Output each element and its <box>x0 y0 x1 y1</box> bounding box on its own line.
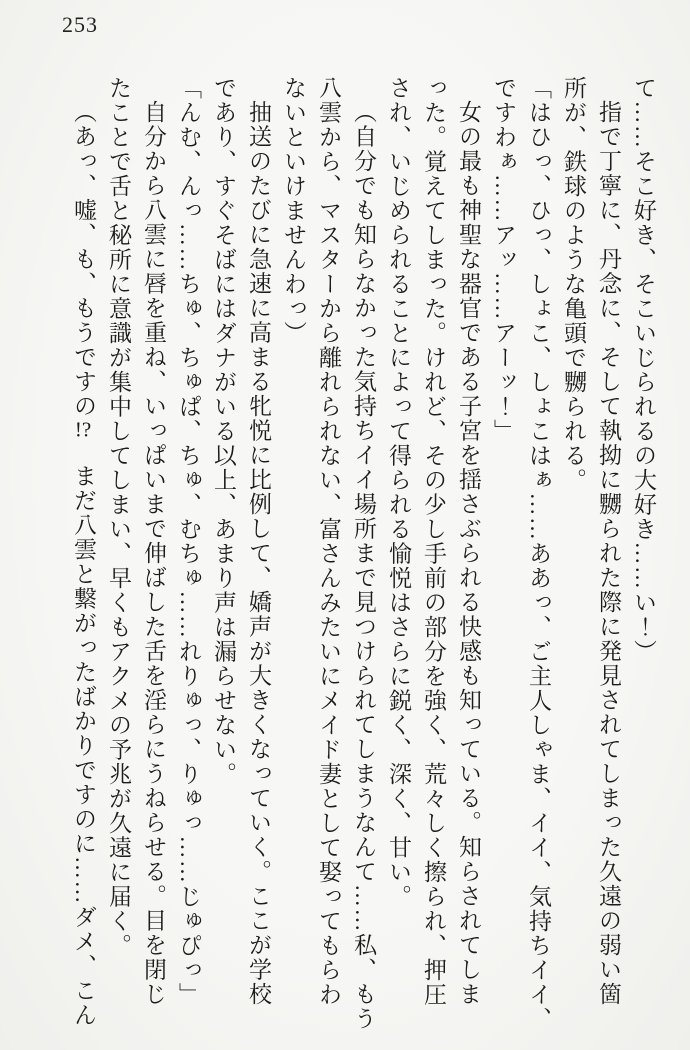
text-line: であり、すぐそばにはダナがいる以上、あまり声は漏らせない。 <box>211 76 236 787</box>
text-line: 所が、鉄球のような亀頭で嬲られる。 <box>561 76 586 493</box>
text-line: て……そこ好き、そこいじられるの大好き……い！） <box>631 76 656 664</box>
text-line: ないといけませんわっ） <box>281 76 306 346</box>
text-line: 「んむ、んっ……ちゅ、ちゅぱ、ちゅ、むちゅ……れりゅっ、りゅっ……じゅぴっ」 <box>176 76 201 1007</box>
text-line: され、いじめられることによって得られる愉悦はさらに鋭く、深く、甘い。 <box>386 76 411 909</box>
text-line: 八雲から、マスターから離れられない、富さんみたいにメイド妻として娶ってもらわ <box>316 76 341 1007</box>
text-line: （自分でも知らなかった気持ちイイ場所まで見つけられてしまうなんて……私、もう <box>351 100 376 1031</box>
text-line: 指で丁寧に、丹念に、そして執拗に嬲られた際に発見されてしまった久遠の弱い箇 <box>596 100 621 1007</box>
text-line: 自分から八雲に唇を重ね、いっぱいまで伸ばした舌を淫らにうねらせる。目を閉じ <box>141 100 166 1007</box>
text-line: った。覚えてしまった。けれど、その少し手前の部分を強く、荒々しく擦られ、押圧 <box>421 76 446 1007</box>
text-line: ですわぁ……アッ……アーッ！」 <box>491 76 516 444</box>
page-number: 253 <box>62 12 98 37</box>
tatechuyoko-exclamation-question: !? <box>74 418 92 440</box>
text-line: （あっ、嘘、も、もうですの!? まだ八雲と繋がったばかりですのに……ダメ、こん <box>71 100 96 1028</box>
vertical-text-block <box>65 76 661 1032</box>
text-line: 「はひっ、ひっ、しょこ、しょこはぁ……ああっ、ご主人しゃま、イイ、気持ちイイ、 <box>526 76 551 1032</box>
text-line: たことで舌と秘所に意識が集中してしまい、早くもアクメの予兆が久遠に届く。 <box>106 76 131 958</box>
text-line: 抽送のたびに急速に高まる牝悦に比例して、嬌声が大きくなっていく。ここが学校 <box>246 100 271 1007</box>
text-line: 女の最も神聖な器官である子宮を揺さぶられる快感も知っている。知らされてしま <box>456 100 481 1007</box>
